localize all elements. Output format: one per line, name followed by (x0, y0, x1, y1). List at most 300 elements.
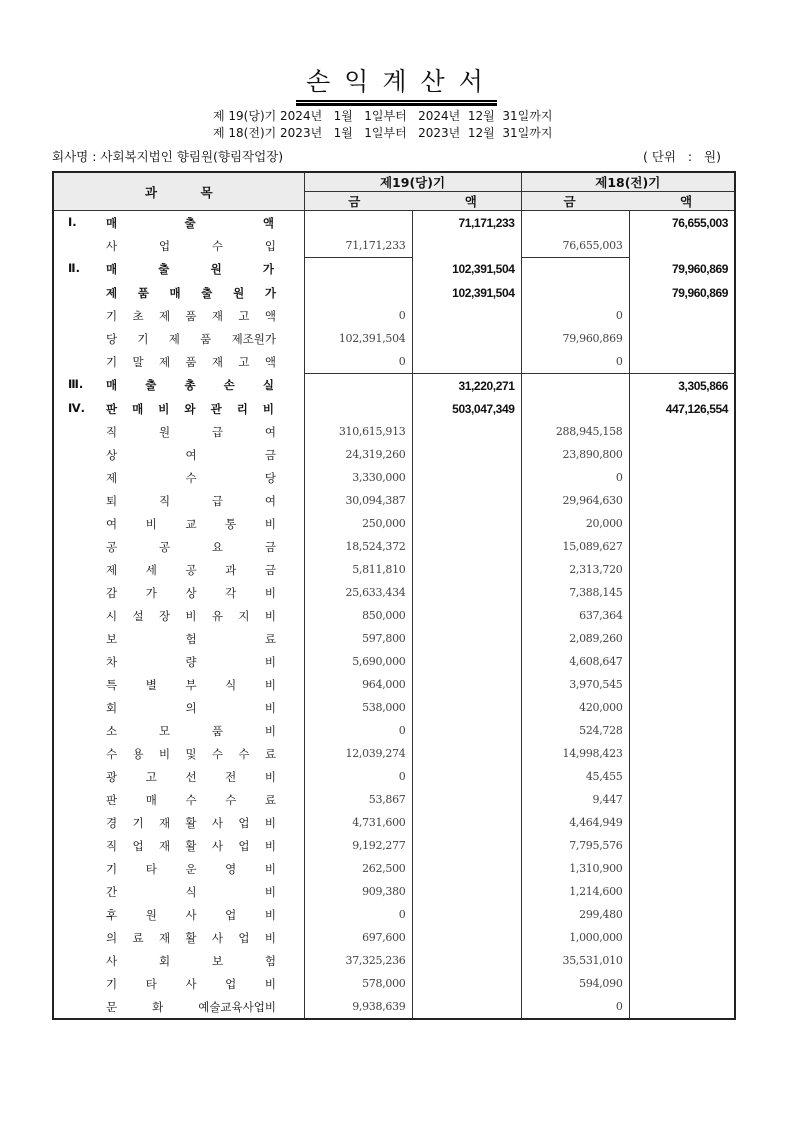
section-number: Ⅲ. (68, 377, 84, 392)
label-char: 간 (106, 884, 118, 899)
current-detail-amount: 4,731,600 (304, 811, 412, 834)
label-char: 실 (262, 378, 274, 393)
label-char: 제 (168, 331, 180, 346)
label-char: 수 (106, 746, 118, 761)
label-char: 고 (145, 769, 157, 784)
current-detail-amount: 3,330,000 (304, 466, 412, 489)
label-char: 식 (225, 677, 237, 692)
label-char: 지 (238, 608, 250, 623)
prior-detail-amount: 1,310,900 (521, 857, 629, 880)
label-char: 료 (264, 631, 276, 646)
prior-total-amount (629, 489, 735, 512)
account-cell (53, 949, 304, 972)
prior-total-amount (629, 304, 735, 327)
item-label (106, 953, 276, 969)
label-char: 재 (211, 354, 223, 369)
account-cell (53, 880, 304, 903)
label-char: 별 (145, 677, 157, 692)
prior-detail-amount: 0 (521, 995, 629, 1019)
label-char: 당 (264, 470, 276, 485)
current-total-amount (412, 995, 521, 1019)
current-total-amount (412, 234, 521, 258)
label-char: 비 (264, 516, 276, 531)
label-char: 여 (264, 424, 276, 439)
current-total-amount (412, 857, 521, 880)
prior-total-amount (629, 466, 735, 489)
label-char: 공 (158, 539, 171, 554)
label-char: 품 (137, 285, 149, 300)
current-detail-amount: 0 (304, 350, 412, 374)
table-row (53, 443, 735, 466)
label-char: 여 (264, 493, 276, 508)
prior-detail-amount: 7,795,576 (521, 834, 629, 857)
current-total-amount (412, 443, 521, 466)
current-total-amount (412, 650, 521, 673)
label-char: 비 (185, 608, 197, 623)
prior-detail-amount: 637,364 (521, 604, 629, 627)
current-total-amount: 71,171,233 (412, 211, 521, 235)
prior-detail-amount: 35,531,010 (521, 949, 629, 972)
item-label (106, 769, 276, 785)
header-amount-prior-label: 금 액 (563, 194, 693, 209)
label-char: 금 (264, 447, 276, 462)
prior-total-amount (629, 604, 735, 627)
label-char: 기 (132, 815, 144, 830)
item-label (106, 999, 276, 1015)
current-detail-amount: 25,633,434 (304, 581, 412, 604)
header-amount-current-label: 금 액 (348, 194, 477, 209)
table-row (53, 650, 735, 673)
prior-total-amount (629, 443, 735, 466)
prior-detail-amount: 9,447 (521, 788, 629, 811)
label-char: 상 (185, 585, 197, 600)
label-char: 수 (238, 746, 250, 761)
current-detail-amount: 0 (304, 903, 412, 926)
label-char: 재 (158, 838, 171, 853)
label-char: 업 (225, 907, 237, 922)
current-total-amount (412, 535, 521, 558)
header-account-label: 과 목 (144, 184, 213, 200)
label-char: 예술교육사업비 (198, 999, 276, 1014)
prior-detail-amount (521, 281, 629, 304)
label-char: 비 (264, 976, 276, 991)
prior-total-amount (629, 512, 735, 535)
table-row (53, 673, 735, 696)
table-row (53, 512, 735, 535)
label-char: 과 (225, 562, 237, 577)
label-char: 매 (145, 792, 157, 807)
label-char: 고 (238, 308, 250, 323)
label-char: 량 (185, 654, 197, 669)
table-row (53, 811, 735, 834)
header-amount-current (304, 192, 521, 211)
prior-total-amount (629, 788, 735, 811)
current-detail-amount (304, 397, 412, 420)
account-cell (53, 234, 304, 258)
current-total-amount: 503,047,349 (412, 397, 521, 420)
prior-detail-amount: 7,388,145 (521, 581, 629, 604)
item-label (106, 308, 276, 324)
label-char: 사 (211, 815, 223, 830)
prior-detail-amount: 0 (521, 304, 629, 327)
label-char: 및 (185, 746, 197, 761)
current-detail-amount: 0 (304, 304, 412, 327)
label-char: 비 (264, 838, 276, 853)
label-char: 영 (225, 861, 237, 876)
current-total-amount (412, 926, 521, 949)
label-char: 가 (145, 585, 157, 600)
item-label (106, 470, 276, 486)
current-detail-amount: 597,800 (304, 627, 412, 650)
label-char: 사 (185, 976, 197, 991)
label-char: 회 (158, 953, 171, 968)
label-char: 재 (158, 930, 171, 945)
prior-detail-amount (521, 374, 629, 398)
label-char: 퇴 (106, 493, 118, 508)
label-char: 품 (185, 354, 197, 369)
label-char: 의 (106, 930, 118, 945)
current-detail-amount: 250,000 (304, 512, 412, 535)
label-char: 가 (262, 262, 274, 277)
current-total-amount: 102,391,504 (412, 258, 521, 282)
label-char: 타 (145, 976, 157, 991)
item-label (106, 838, 276, 854)
current-detail-amount: 53,867 (304, 788, 412, 811)
prior-detail-amount: 594,090 (521, 972, 629, 995)
current-detail-amount: 18,524,372 (304, 535, 412, 558)
label-char: 특 (106, 677, 118, 692)
item-label (106, 331, 276, 347)
section-number: Ⅱ. (68, 261, 80, 276)
table-body (53, 211, 735, 1020)
label-char: 비 (264, 907, 276, 922)
section-label (106, 401, 274, 417)
item-label (106, 238, 276, 254)
prior-total-amount (629, 857, 735, 880)
label-char: 비 (264, 815, 276, 830)
prior-total-amount: 447,126,554 (629, 397, 735, 420)
account-cell (53, 627, 304, 650)
prior-detail-amount: 45,455 (521, 765, 629, 788)
document-title: 손익계산서 (296, 62, 497, 102)
label-char: 직 (106, 838, 118, 853)
label-char: 말 (132, 354, 144, 369)
label-char: 료 (264, 746, 276, 761)
current-detail-amount (304, 258, 412, 282)
prior-detail-amount (521, 258, 629, 282)
label-char: 비 (264, 884, 276, 899)
prior-total-amount (629, 834, 735, 857)
label-char: 비 (158, 401, 170, 416)
account-cell (53, 374, 304, 398)
prior-total-amount (629, 811, 735, 834)
prior-total-amount (629, 420, 735, 443)
current-detail-amount: 102,391,504 (304, 327, 412, 350)
label-char: 여 (185, 447, 197, 462)
account-cell (53, 558, 304, 581)
label-char: 비 (264, 585, 276, 600)
account-cell (53, 857, 304, 880)
label-char: 업 (225, 976, 237, 991)
label-char: 활 (185, 930, 197, 945)
label-char: 출 (158, 262, 170, 277)
section-number: Ⅰ. (68, 214, 77, 229)
label-char: 수 (211, 746, 223, 761)
table-row (53, 397, 735, 420)
account-cell (53, 811, 304, 834)
label-char: 비 (264, 700, 276, 715)
prior-total-amount (629, 650, 735, 673)
label-char: 원 (233, 285, 245, 300)
current-detail-amount: 0 (304, 765, 412, 788)
label-char: 사 (106, 953, 118, 968)
label-char: 비 (264, 930, 276, 945)
label-char: 업 (238, 838, 250, 853)
label-char: 금 (264, 539, 276, 554)
item-label (106, 861, 276, 877)
prior-total-amount (629, 742, 735, 765)
current-total-amount (412, 581, 521, 604)
current-detail-amount: 909,380 (304, 880, 412, 903)
prior-total-amount (629, 673, 735, 696)
table-row (53, 258, 735, 282)
table-row (53, 949, 735, 972)
prior-total-amount (629, 234, 735, 258)
label-char: 가 (264, 285, 276, 300)
label-char: 감 (106, 585, 118, 600)
title-block (0, 62, 793, 102)
label-char: 비 (145, 516, 157, 531)
label-char: 기 (106, 976, 118, 991)
label-char: 와 (184, 401, 196, 416)
prior-detail-amount: 1,214,600 (521, 880, 629, 903)
label-char: 사 (211, 838, 223, 853)
label-char: 험 (185, 631, 197, 646)
prior-total-amount (629, 949, 735, 972)
table-row (53, 719, 735, 742)
label-char: 기 (106, 354, 118, 369)
label-char: 제 (106, 470, 118, 485)
label-char: 기 (137, 331, 149, 346)
current-detail-amount: 71,171,233 (304, 234, 412, 258)
table-row (53, 857, 735, 880)
current-total-amount (412, 420, 521, 443)
current-total-amount (412, 558, 521, 581)
account-cell (53, 327, 304, 350)
current-total-amount: 31,220,271 (412, 374, 521, 398)
item-label (106, 884, 276, 900)
table-row (53, 627, 735, 650)
table-row (53, 696, 735, 719)
account-cell (53, 696, 304, 719)
label-char: 액 (262, 215, 274, 230)
label-char: 입 (264, 238, 276, 253)
current-total-amount (412, 604, 521, 627)
prior-total-amount (629, 719, 735, 742)
period-prior: 제 18(전)기 2023년 1월 1일부터 2023년 12월 31일까지 (213, 126, 553, 140)
prior-detail-amount: 1,000,000 (521, 926, 629, 949)
current-total-amount (412, 489, 521, 512)
label-char: 수 (211, 238, 224, 253)
item-label (106, 907, 276, 923)
item-label (106, 976, 276, 992)
account-cell (53, 995, 304, 1019)
item-label (106, 585, 276, 601)
account-cell (53, 765, 304, 788)
label-char: 매 (106, 215, 118, 230)
current-total-amount (412, 719, 521, 742)
label-char: 출 (201, 285, 213, 300)
current-total-amount (412, 949, 521, 972)
account-cell (53, 903, 304, 926)
current-detail-amount: 538,000 (304, 696, 412, 719)
current-detail-amount: 850,000 (304, 604, 412, 627)
item-label (106, 447, 276, 463)
label-char: 업 (238, 815, 250, 830)
prior-detail-amount: 0 (521, 350, 629, 374)
current-detail-amount: 9,938,639 (304, 995, 412, 1019)
table-row (53, 903, 735, 926)
table-row (53, 834, 735, 857)
item-label (106, 815, 276, 831)
current-total-amount (412, 788, 521, 811)
current-total-amount (412, 742, 521, 765)
prior-total-amount (629, 972, 735, 995)
prior-detail-amount: 15,089,627 (521, 535, 629, 558)
label-char: 료 (132, 930, 144, 945)
account-cell (53, 581, 304, 604)
item-label (106, 493, 276, 509)
prior-total-amount (629, 765, 735, 788)
label-char: 재 (158, 815, 171, 830)
item-label (106, 654, 276, 670)
prior-total-amount (629, 696, 735, 719)
label-char: 비 (158, 746, 171, 761)
account-cell (53, 281, 304, 304)
prior-detail-amount: 79,960,869 (521, 327, 629, 350)
table-row (53, 765, 735, 788)
label-char: 문 (106, 999, 118, 1014)
label-char: 품 (185, 308, 197, 323)
table-row (53, 604, 735, 627)
label-char: 매 (106, 378, 118, 393)
prior-total-amount (629, 903, 735, 926)
label-char: 경 (106, 815, 118, 830)
subsection-label (106, 285, 276, 301)
label-char: 품 (211, 723, 224, 738)
label-char: 수 (185, 470, 197, 485)
label-char: 제 (106, 562, 118, 577)
table-row (53, 926, 735, 949)
label-char: 사 (211, 930, 223, 945)
label-char: 장 (158, 608, 171, 623)
label-char: 판 (106, 792, 118, 807)
item-label (106, 516, 276, 532)
table-row (53, 327, 735, 350)
table-row (53, 420, 735, 443)
label-char: 제 (106, 285, 118, 300)
header-prior-period: 제18(전)기 (521, 172, 735, 192)
current-total-amount (412, 696, 521, 719)
header-current-period: 제19(당)기 (304, 172, 521, 192)
income-statement-table (52, 171, 736, 1020)
label-char: 시 (106, 608, 118, 623)
label-char: 수 (225, 792, 237, 807)
period-current: 제 19(당)기 2024년 1월 1일부터 2024년 12월 31일까지 (213, 109, 553, 123)
label-char: 업 (132, 838, 144, 853)
label-char: 품 (200, 331, 212, 346)
label-char: 통 (225, 516, 237, 531)
account-cell (53, 211, 304, 235)
account-cell (53, 443, 304, 466)
label-char: 사 (106, 238, 118, 253)
label-char: 초 (132, 308, 144, 323)
label-char: 관 (210, 401, 222, 416)
label-char: 운 (185, 861, 197, 876)
label-char: 비 (264, 723, 276, 738)
table-row (53, 972, 735, 995)
prior-total-amount: 76,655,003 (629, 211, 735, 235)
label-char: 보 (106, 631, 118, 646)
account-cell (53, 304, 304, 327)
current-detail-amount (304, 374, 412, 398)
label-char: 여 (106, 516, 118, 531)
current-detail-amount (304, 281, 412, 304)
table-row (53, 742, 735, 765)
label-char: 업 (158, 238, 171, 253)
prior-detail-amount: 29,964,630 (521, 489, 629, 512)
account-cell (53, 834, 304, 857)
current-total-amount: 102,391,504 (412, 281, 521, 304)
current-detail-amount: 0 (304, 719, 412, 742)
label-char: 손 (223, 378, 235, 393)
prior-detail-amount: 299,480 (521, 903, 629, 926)
prior-detail-amount (521, 211, 629, 235)
prior-detail-amount: 3,970,545 (521, 673, 629, 696)
label-char: 업 (238, 930, 250, 945)
prior-detail-amount: 420,000 (521, 696, 629, 719)
label-char: 출 (145, 378, 157, 393)
table-row (53, 374, 735, 398)
label-char: 제 (158, 308, 171, 323)
current-detail-amount: 12,039,274 (304, 742, 412, 765)
current-detail-amount: 5,690,000 (304, 650, 412, 673)
label-char: 직 (106, 424, 118, 439)
table-row (53, 558, 735, 581)
account-cell (53, 972, 304, 995)
prior-detail-amount: 23,890,800 (521, 443, 629, 466)
prior-detail-amount: 76,655,003 (521, 234, 629, 258)
table-row (53, 995, 735, 1019)
label-char: 매 (132, 401, 144, 416)
current-detail-amount: 5,811,810 (304, 558, 412, 581)
account-cell (53, 535, 304, 558)
current-total-amount (412, 834, 521, 857)
table-row (53, 350, 735, 374)
label-char: 세 (145, 562, 157, 577)
label-char: 원 (158, 424, 171, 439)
prior-total-amount (629, 926, 735, 949)
label-char: 수 (185, 792, 197, 807)
label-char: 금 (264, 562, 276, 577)
label-char: 보 (211, 953, 224, 968)
account-cell (53, 604, 304, 627)
label-char: 요 (211, 539, 224, 554)
account-cell (53, 788, 304, 811)
prior-total-amount (629, 581, 735, 604)
prior-detail-amount: 288,945,158 (521, 420, 629, 443)
label-char: 액 (264, 308, 276, 323)
